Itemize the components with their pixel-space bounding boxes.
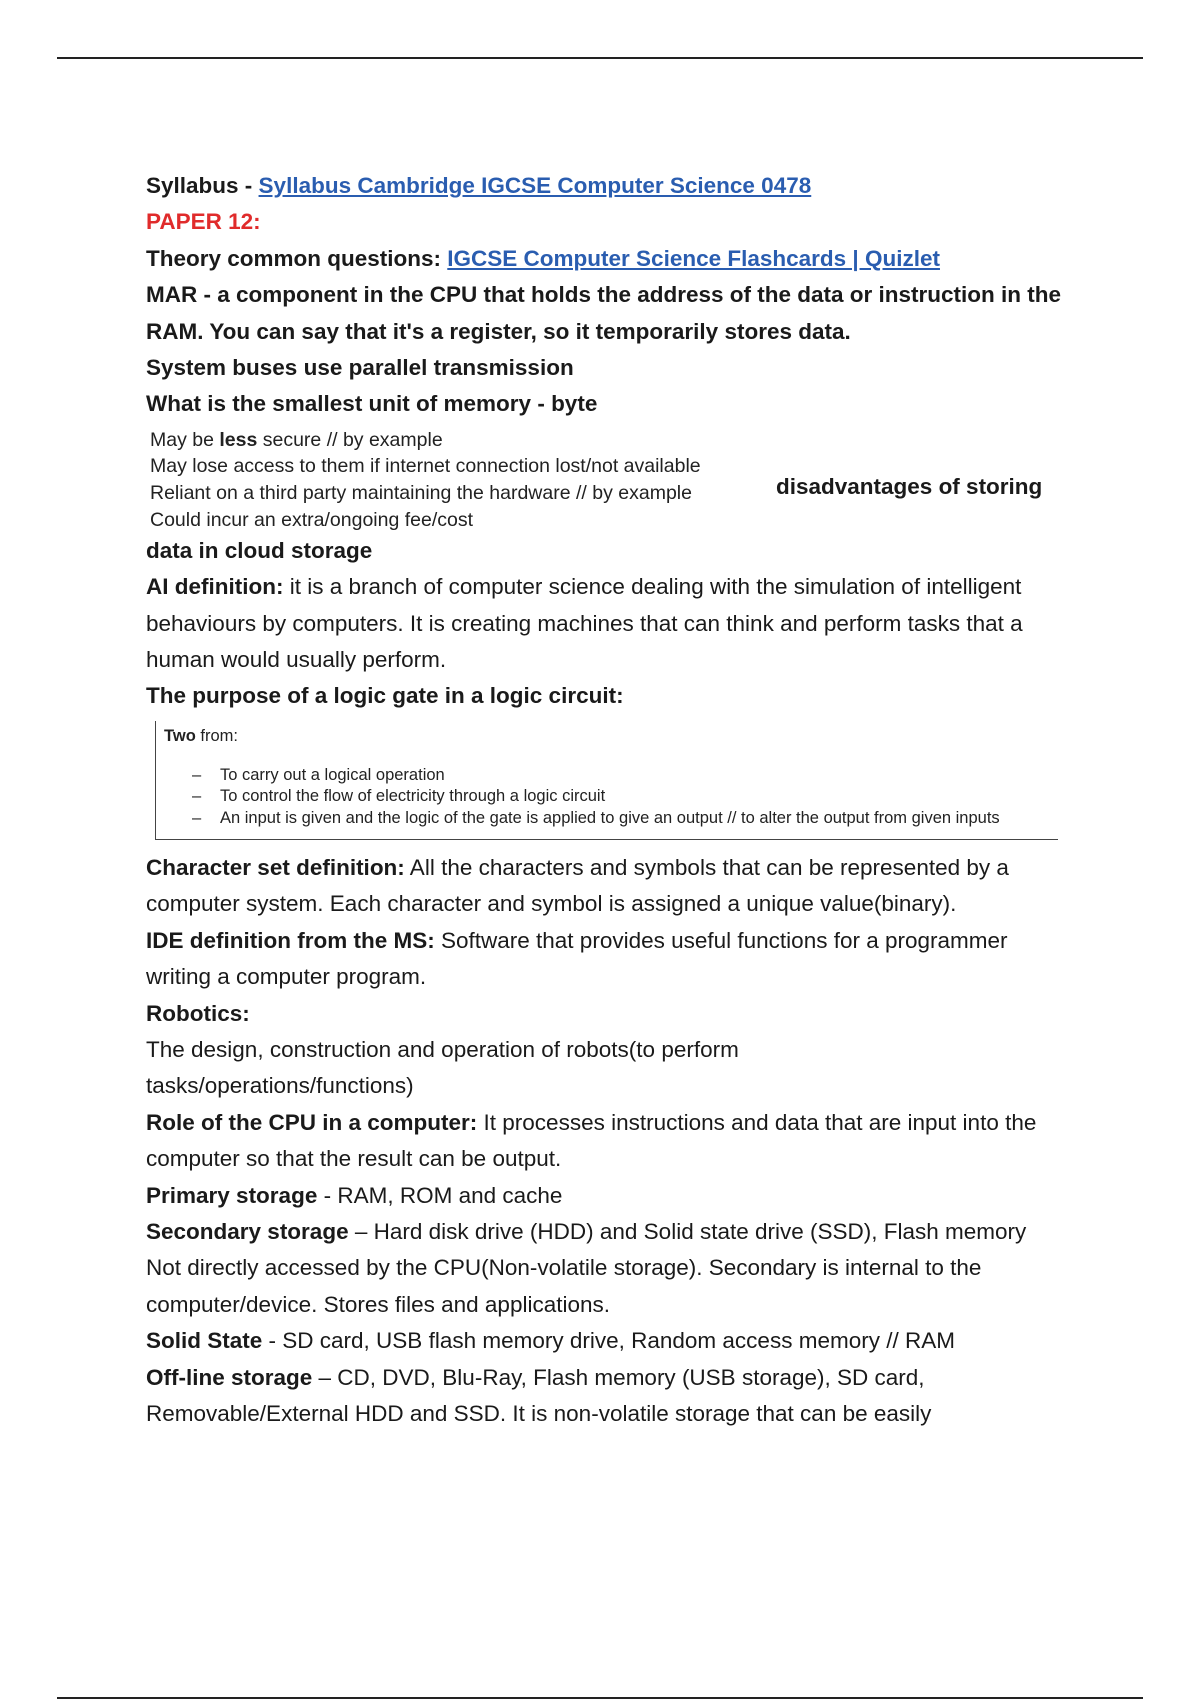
quizlet-link[interactable]: IGCSE Computer Science Flashcards | Quizlet bbox=[447, 245, 940, 271]
logic-gate-screenshot bbox=[155, 721, 1058, 840]
cpu-line-2: computer so that the result can be output. bbox=[146, 1146, 562, 1172]
mar-line-2: RAM. You can say that it's a register, so it temporarily stores data. bbox=[146, 318, 851, 344]
cloud-title-part-2: data in cloud storage bbox=[146, 537, 373, 563]
robotics-heading: Robotics: bbox=[146, 1000, 250, 1026]
document-body bbox=[146, 168, 1096, 1432]
logic-gate-list bbox=[192, 765, 1000, 830]
smallest-unit-line: What is the smallest unit of memory - byte bbox=[146, 391, 598, 417]
ide-line-2: writing a computer program. bbox=[146, 964, 427, 990]
ai-label: AI definition: bbox=[146, 574, 284, 600]
system-buses-line: System buses use parallel transmission bbox=[146, 355, 574, 381]
ide-line-1: IDE definition from the MS: Software that provides useful functions for a programmer bbox=[146, 927, 1008, 953]
cloud-disadvantages-block bbox=[146, 425, 1096, 533]
cloud-item: Reliant on a third party maintaining the hardware // by example bbox=[150, 482, 692, 505]
mar-line-1: MAR - a component in the CPU that holds the address of the data or instruction in the bbox=[146, 282, 1062, 308]
ai-line-2: behaviours by computers. It is creating machines that can think and perform tasks that a bbox=[146, 610, 1023, 636]
bottom-rule bbox=[57, 1697, 1143, 1699]
cloud-item: May lose access to them if internet connection lost/not available bbox=[150, 455, 701, 478]
cpu-line-1: Role of the CPU in a computer: It processes instructions and data that are input into the bbox=[146, 1109, 1037, 1135]
theory-label: Theory common questions: bbox=[146, 245, 448, 271]
offline-line-1: Off-line storage – CD, DVD, Blu-Ray, Flash memory (USB storage), SD card, bbox=[146, 1364, 925, 1390]
logic-gate-box-heading: Two from: bbox=[164, 726, 238, 745]
top-rule bbox=[57, 57, 1143, 59]
logic-gate-item: – To control the flow of electricity through a logic circuit bbox=[192, 787, 606, 806]
logic-gate-item: – To carry out a logical operation bbox=[192, 765, 445, 784]
charset-line-1: Character set definition: All the characters and symbols that can be represented by a bbox=[146, 854, 1009, 880]
cloud-item: Could incur an extra/ongoing fee/cost bbox=[150, 508, 474, 531]
robotics-line-2: tasks/operations/functions) bbox=[146, 1073, 414, 1099]
cloud-item: May be less secure // by example bbox=[150, 428, 443, 451]
offline-line-2: Removable/External HDD and SSD. It is non-volatile storage that can be easily bbox=[146, 1400, 932, 1426]
syllabus-label: Syllabus - bbox=[146, 173, 259, 198]
charset-line-2: computer system. Each character and symbol is assigned a unique value(binary). bbox=[146, 891, 957, 917]
ai-line-1: AI definition: it is a branch of computer science dealing with the simulation of intelligent bbox=[146, 574, 1022, 600]
syllabus-line bbox=[146, 168, 1096, 204]
ai-line-3: human would usually perform. bbox=[146, 647, 447, 673]
syllabus-link[interactable]: Syllabus Cambridge IGCSE Computer Science 0478 bbox=[258, 173, 812, 198]
primary-storage-line: Primary storage - RAM, ROM and cache bbox=[146, 1182, 563, 1208]
paper-heading: PAPER 12: bbox=[146, 209, 261, 235]
logic-gate-heading: The purpose of a logic gate in a logic circuit: bbox=[146, 683, 624, 709]
robotics-line-1: The design, construction and operation of robots(to perform bbox=[146, 1036, 739, 1062]
secondary-line-2: Not directly accessed by the CPU(Non-volatile storage). Secondary is internal to the bbox=[146, 1255, 982, 1281]
logic-gate-item: – An input is given and the logic of the gate is applied to give an output // to alter the output from given inputs bbox=[192, 808, 1000, 827]
secondary-line-1: Secondary storage – Hard disk drive (HDD) and Solid state drive (SSD), Flash memory bbox=[146, 1218, 1027, 1244]
theory-line bbox=[146, 241, 1096, 277]
solid-state-line: Solid State - SD card, USB flash memory drive, Random access memory // RAM bbox=[146, 1328, 955, 1354]
secondary-line-3: computer/device. Stores files and applications. bbox=[146, 1291, 610, 1317]
cloud-title-part-1: disadvantages of storing bbox=[776, 473, 1043, 499]
cloud-disadvantages-screenshot bbox=[150, 427, 701, 533]
